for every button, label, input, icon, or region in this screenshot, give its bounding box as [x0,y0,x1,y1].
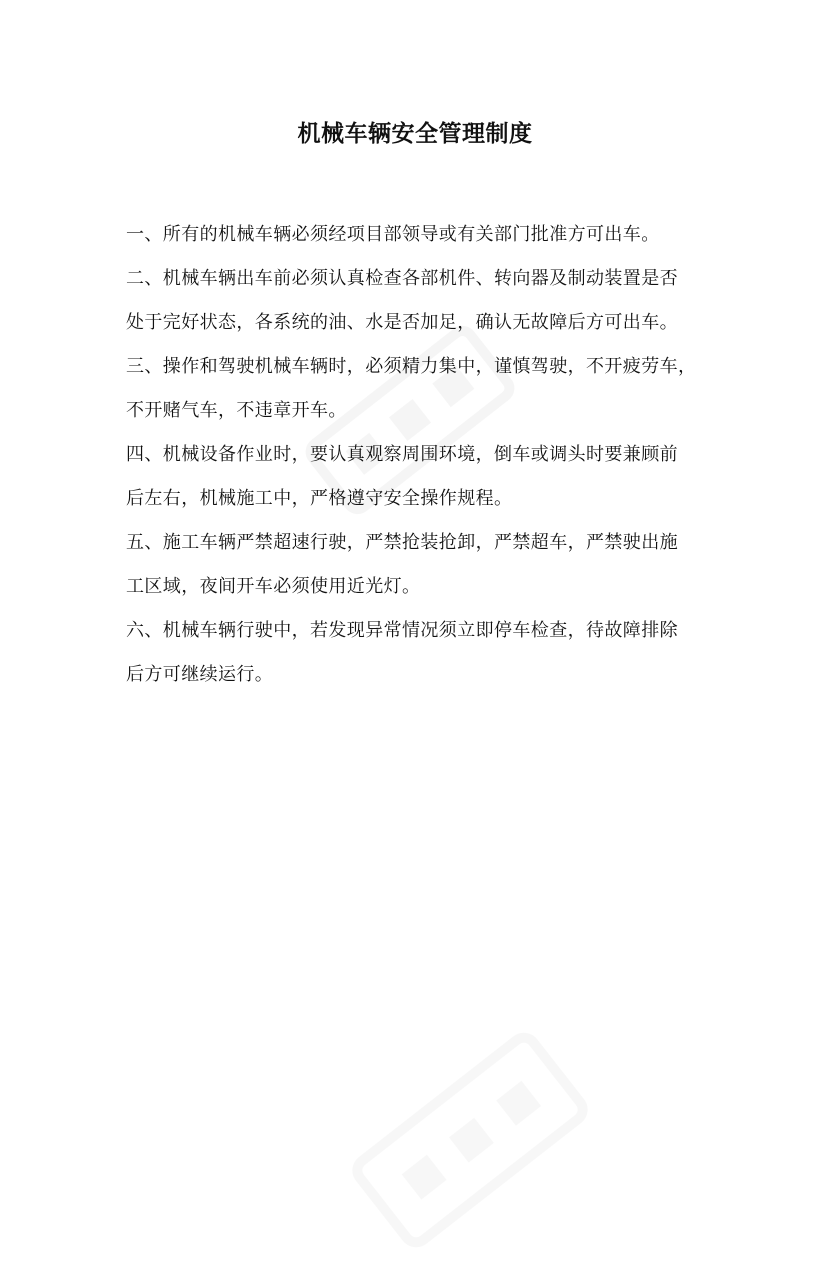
body-line: 后左右，机械施工中，严格遵守安全操作规程。 [126,488,513,509]
body-line: 一、所有的机械车辆必须经项目部领导或有关部门批准方可出车。 [126,224,660,245]
body-line: 五、施工车辆严禁超速行驶，严禁抢装抢卸，严禁超车，严禁驶出施 [126,532,678,553]
watermark-graphic-bottom [332,1011,607,1269]
body-line: 处于完好状态，各系统的油、水是否加足，确认无故障后方可出车。 [126,312,678,333]
body-line: 二、机械车辆出车前必须认真检查各部机件、转向器及制动装置是否 [126,268,678,289]
document-title: 机械车辆安全管理制度 [297,121,533,147]
document-body [126,213,716,697]
body-line: 工区域，夜间开车必须使用近光灯。 [126,576,421,597]
body-line: 后方可继续运行。 [126,664,274,685]
body-line: 不开赌气车，不违章开车。 [126,400,347,421]
body-line: 四、机械设备作业时，要认真观察周围环境，倒车或调头时要兼顾前 [126,444,678,465]
body-line: 六、机械车辆行驶中，若发现异常情况须立即停车检查，待故障排除 [126,620,678,641]
body-line: 三、操作和驾驶机械车辆时，必须精力集中，谨慎驾驶，不开疲劳车， [126,356,697,377]
